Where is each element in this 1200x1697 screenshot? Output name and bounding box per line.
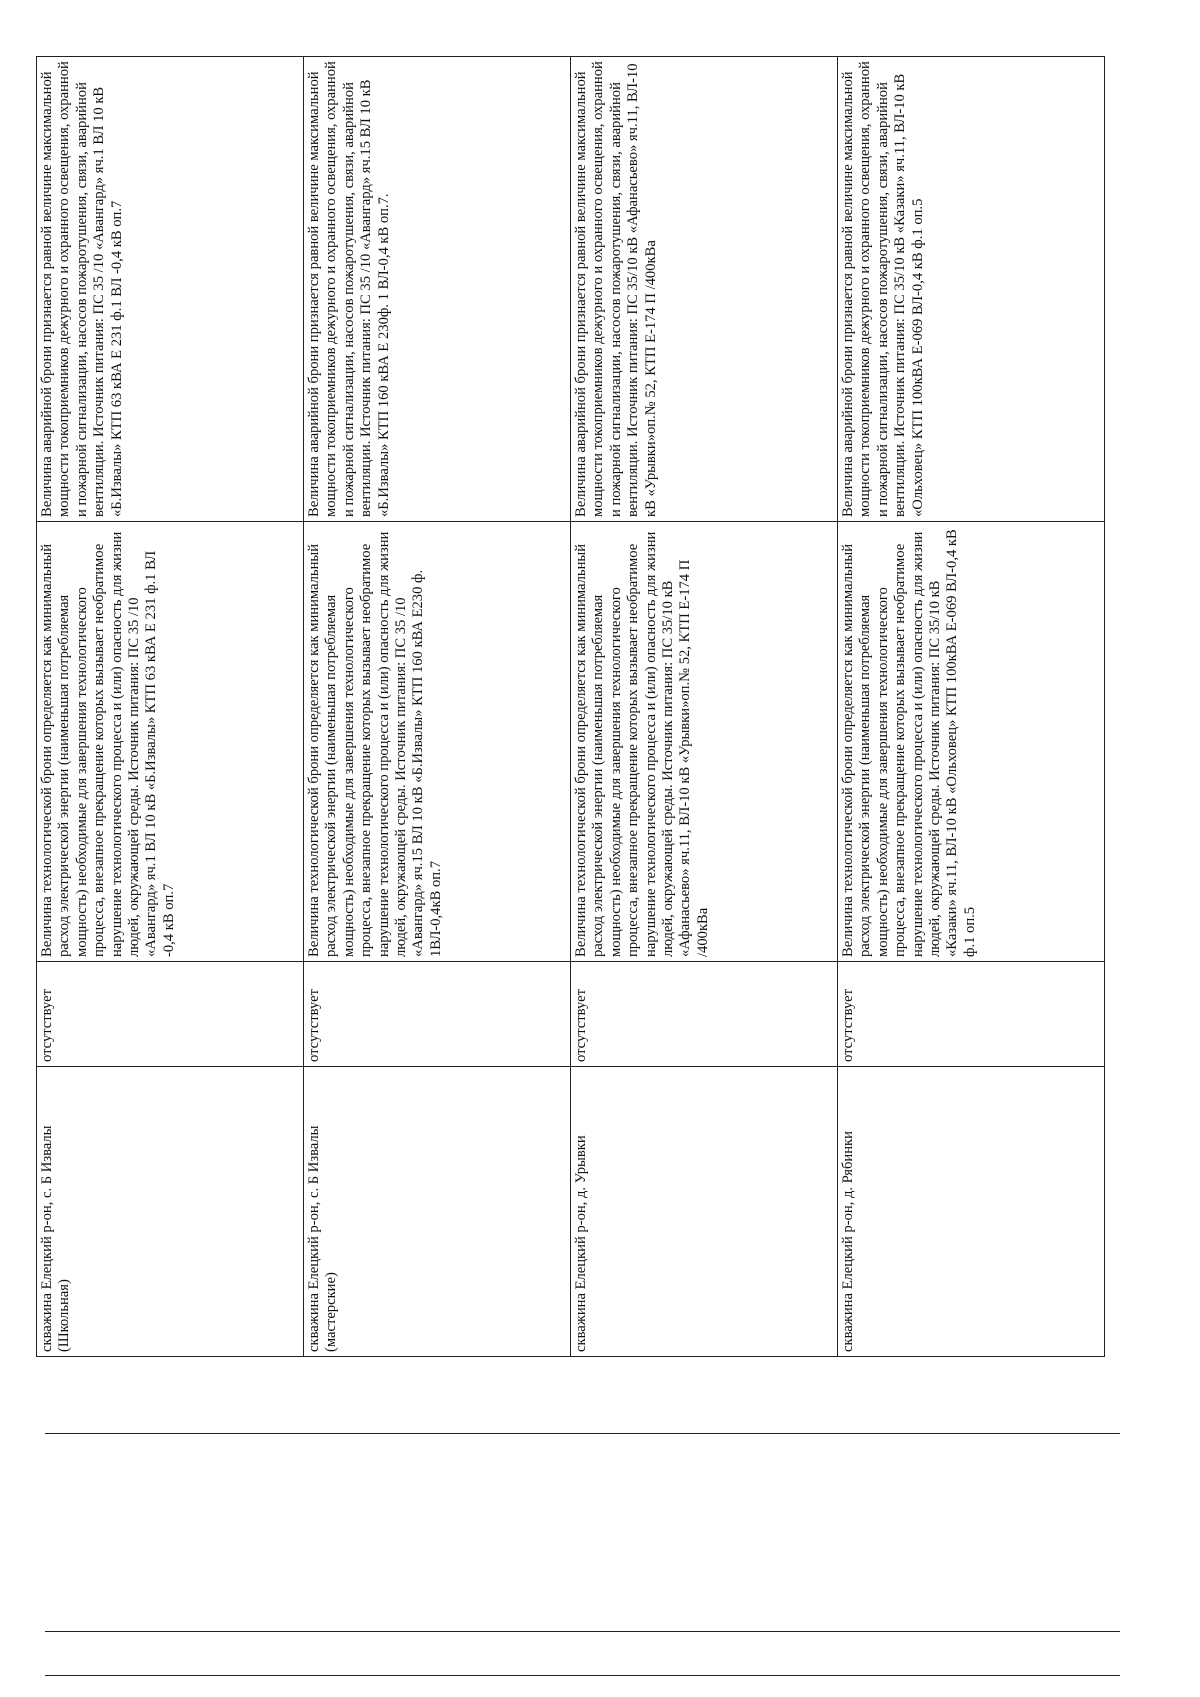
technological-reserve-cell: Величина технологической брони определяется как минимальный расход электрической энергии (наименьшая потребляемая мощность) необходимые для завершения технологического процесса, внезапное прекращение которых вызывает необратимое нарушение технологического процесса и (или) опасность для жизни людей, окружающей среды. Источник питания: ПС 35 /10 «Авангард» яч.15 ВЛ 10 кВ «Б.Извалы» КТП 160 кВА Е230 ф. 1ВЛ-0,4кВ оп.7 — [304, 522, 571, 962]
table-row — [304, 57, 571, 1357]
technological-reserve-cell: Величина технологической брони определяется как минимальный расход электрической энергии (наименьшая потребляемая мощность) необходимые для завершения технологического процесса, внезапное прекращение которых вызывает необратимое нарушение технологического процесса и (или) опасность для жизни людей, окружающей среды. Источник питания: ПС 35 /10 «Авангард» яч.1 ВЛ 10 кВ «Б.Извалы» КТП 63 кВА Е 231 ф.1 ВЛ -0,4 кВ оп.7 — [37, 522, 304, 962]
table-row — [37, 57, 304, 1357]
emergency-reserve-cell: Величина аварийной брони признается равной величине максимальной мощности токоприемников дежурного и охранного освещения, охранной и пожарной сигнализации, насосов пожаротушения, связи, аварийной вентиляции. Источник питания: ПС 35 /10 «Авангард» яч.1 ВЛ 10 кВ «Б.Извалы» КТП 63 кВА Е 231 ф.1 ВЛ -0,4 кВ оп.7 — [37, 57, 304, 522]
site-cell: скважина Елецкий р-он, д. Рябинки — [838, 1067, 1105, 1357]
horizontal-rule — [45, 1631, 1120, 1632]
emergency-reserve-cell: Величина аварийной брони признается равной величине максимальной мощности токоприемников дежурного и охранного освещения, охранной и пожарной сигнализации, насосов пожаротушения, связи, аварийной вентиляции. Источник питания: ПС 35/10 кВ «Афанасьево» яч.11, ВЛ-10 кВ «Урывки»оп.№ 52, КТП Е-174 П /400кВа — [571, 57, 838, 522]
status-cell: отсутствует — [304, 962, 571, 1067]
site-cell: скважина Елецкий р-он, д. Урывки — [571, 1067, 838, 1357]
rotated-table-container — [36, 57, 1105, 1357]
table-row — [571, 57, 838, 1357]
technological-reserve-cell: Величина технологической брони определяется как минимальный расход электрической энергии (наименьшая потребляемая мощность) необходимые для завершения технологического процесса, внезапное прекращение которых вызывает необратимое нарушение технологического процесса и (или) опасность для жизни людей, окружающей среды. Источник питания: ПС 35/10 кВ «Афанасьево» яч.11, ВЛ-10 кВ «Урывки»оп.№ 52, КТП Е-174 П /400кВа — [571, 522, 838, 962]
reserve-table — [36, 56, 1105, 1357]
site-cell: скважина Елецкий р-он, с. Б Извалы (Школьная) — [37, 1067, 304, 1357]
emergency-reserve-cell: Величина аварийной брони признается равной величине максимальной мощности токоприемников дежурного и охранного освещения, охранной и пожарной сигнализации, насосов пожаротушения, связи, аварийной вентиляции. Источник питания: ПС 35/10 кВ «Казаки» яч.11, ВЛ-10 кВ «Ольховец» КТП 100кВА Е-069 ВЛ-0,4 кВ ф.1 оп.5 — [838, 57, 1105, 522]
status-cell: отсутствует — [838, 962, 1105, 1067]
technological-reserve-cell: Величина технологической брони определяется как минимальный расход электрической энергии (наименьшая потребляемая мощность) необходимые для завершения технологического процесса, внезапное прекращение которых вызывает необратимое нарушение технологического процесса и (или) опасность для жизни людей, окружающей среды. Источник питания: ПС 35/10 кВ «Казаки» яч.11, ВЛ-10 кВ «Ольховец» КТП 100кВА Е-069 ВЛ-0,4 кВ ф.1 оп.5 — [838, 522, 1105, 962]
table-row — [838, 57, 1105, 1357]
emergency-reserve-cell: Величина аварийной брони признается равной величине максимальной мощности токоприемников дежурного и охранного освещения, охранной и пожарной сигнализации, насосов пожаротушения, связи, аварийной вентиляции. Источник питания: ПС 35 /10 «Авангард» яч.15 ВЛ 10 кВ «Б.Извалы» КТП 160 кВА Е 230ф. 1 ВЛ-0,4 кВ оп.7. — [304, 57, 571, 522]
status-cell: отсутствует — [37, 962, 304, 1067]
status-cell: отсутствует — [571, 962, 838, 1067]
horizontal-rule — [45, 1433, 1120, 1434]
horizontal-rule — [45, 1675, 1120, 1676]
site-cell: скважина Елецкий р-он, с. Б Извалы (мастерские) — [304, 1067, 571, 1357]
